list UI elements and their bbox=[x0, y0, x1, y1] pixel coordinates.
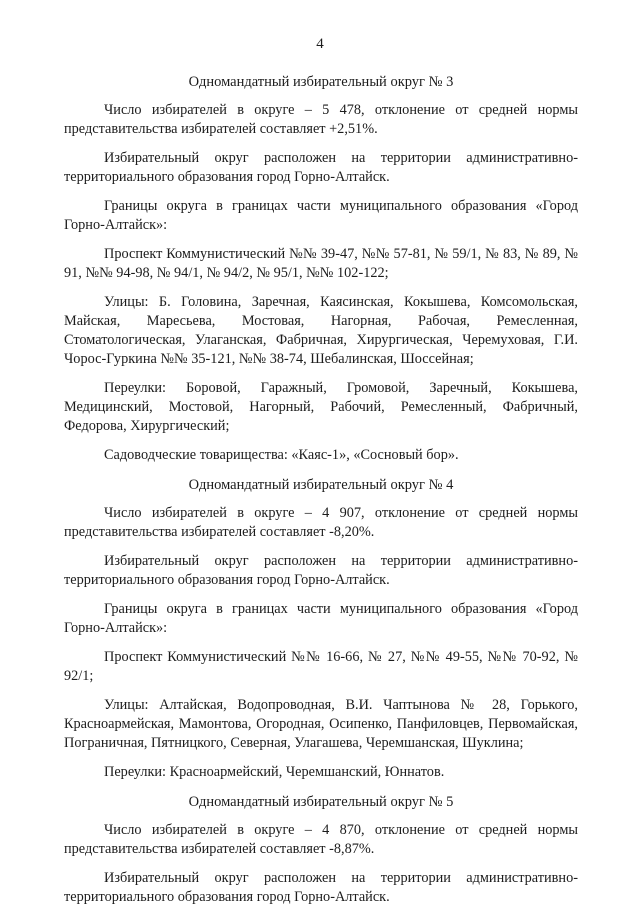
district-3-gardens: Садоводческие товарищества: «Каяс-1», «Сосновый бор». bbox=[104, 447, 459, 463]
district-4-heading: Одномандатный избирательный округ № 4 bbox=[188, 477, 454, 493]
district-3-boundaries: Границы округа в границах части муниципального образования «Город Горно-Алтайск»: bbox=[64, 198, 578, 233]
district-5-territory: Избирательный округ расположен на территории административно-территориального образования город Горно-Алтайск. bbox=[64, 870, 578, 905]
district-4-prospect: Проспект Коммунистический №№ 16-66, № 27, №№ 49-55, №№ 70-92, № 92/1; bbox=[64, 649, 578, 684]
district-4-territory: Избирательный округ расположен на территории административно-территориального образования город Горно-Алтайск. bbox=[64, 553, 578, 588]
district-5-voters: Число избирателей в округе – 4 870, отклонение от средней нормы представительства избирателей составляет -8,87%. bbox=[64, 822, 578, 857]
district-3-voters: Число избирателей в округе – 5 478, отклонение от средней нормы представительства избирателей составляет +2,51%. bbox=[64, 102, 578, 137]
district-3-prospect: Проспект Коммунистический №№ 39-47, №№ 57-81, № 59/1, № 83, № 89, № 91, №№ 94-98, № 94/1, № 94/2, № 95/1, №№ 102-122; bbox=[64, 246, 578, 281]
district-3-heading: Одномандатный избирательный округ № 3 bbox=[188, 74, 454, 90]
district-4-section bbox=[64, 475, 578, 782]
district-5-heading: Одномандатный избирательный округ № 5 bbox=[188, 794, 454, 810]
district-3-territory: Избирательный округ расположен на территории административно-территориального образования город Горно-Алтайск. bbox=[64, 150, 578, 185]
page-number: 4 bbox=[316, 36, 324, 52]
district-4-boundaries: Границы округа в границах части муниципального образования «Город Горно-Алтайск»: bbox=[64, 601, 578, 636]
district-5-section bbox=[64, 792, 578, 907]
district-4-lanes: Переулки: Красноармейский, Черемшанский, Юннатов. bbox=[104, 764, 445, 780]
district-4-streets: Улицы: Алтайская, Водопроводная, В.И. Чаптынова № 28, Горького, Красноармейская, Мамонтова, Огородная, Осипенко, Панфиловцев, Первомайская, Пограничная, Пятницкого, Северная, Улагашева, Черемшанская, Шуклина; bbox=[64, 697, 578, 751]
district-3-section bbox=[64, 72, 578, 465]
district-3-streets: Улицы: Б. Головина, Заречная, Каясинская, Кокышева, Комсомольская, Майская, Маресьева, Мостовая, Нагорная, Рабочая, Ремесленная, Стоматологическая, Улаганская, Фабричная, Хирургическая, Черемуховая, Г.И. Чорос-Гуркина №№ 35-121, №№ 38-74, Шебалинская, Шоссейная; bbox=[64, 294, 578, 367]
district-3-lanes: Переулки: Боровой, Гаражный, Громовой, Заречный, Кокышева, Медицинский, Мостовой, Нагорный, Рабочий, Ремесленный, Фабричный, Федорова, Хирургический; bbox=[64, 380, 578, 434]
district-4-voters: Число избирателей в округе – 4 907, отклонение от средней нормы представительства избирателей составляет -8,20%. bbox=[64, 505, 578, 540]
document-body bbox=[64, 72, 578, 917]
